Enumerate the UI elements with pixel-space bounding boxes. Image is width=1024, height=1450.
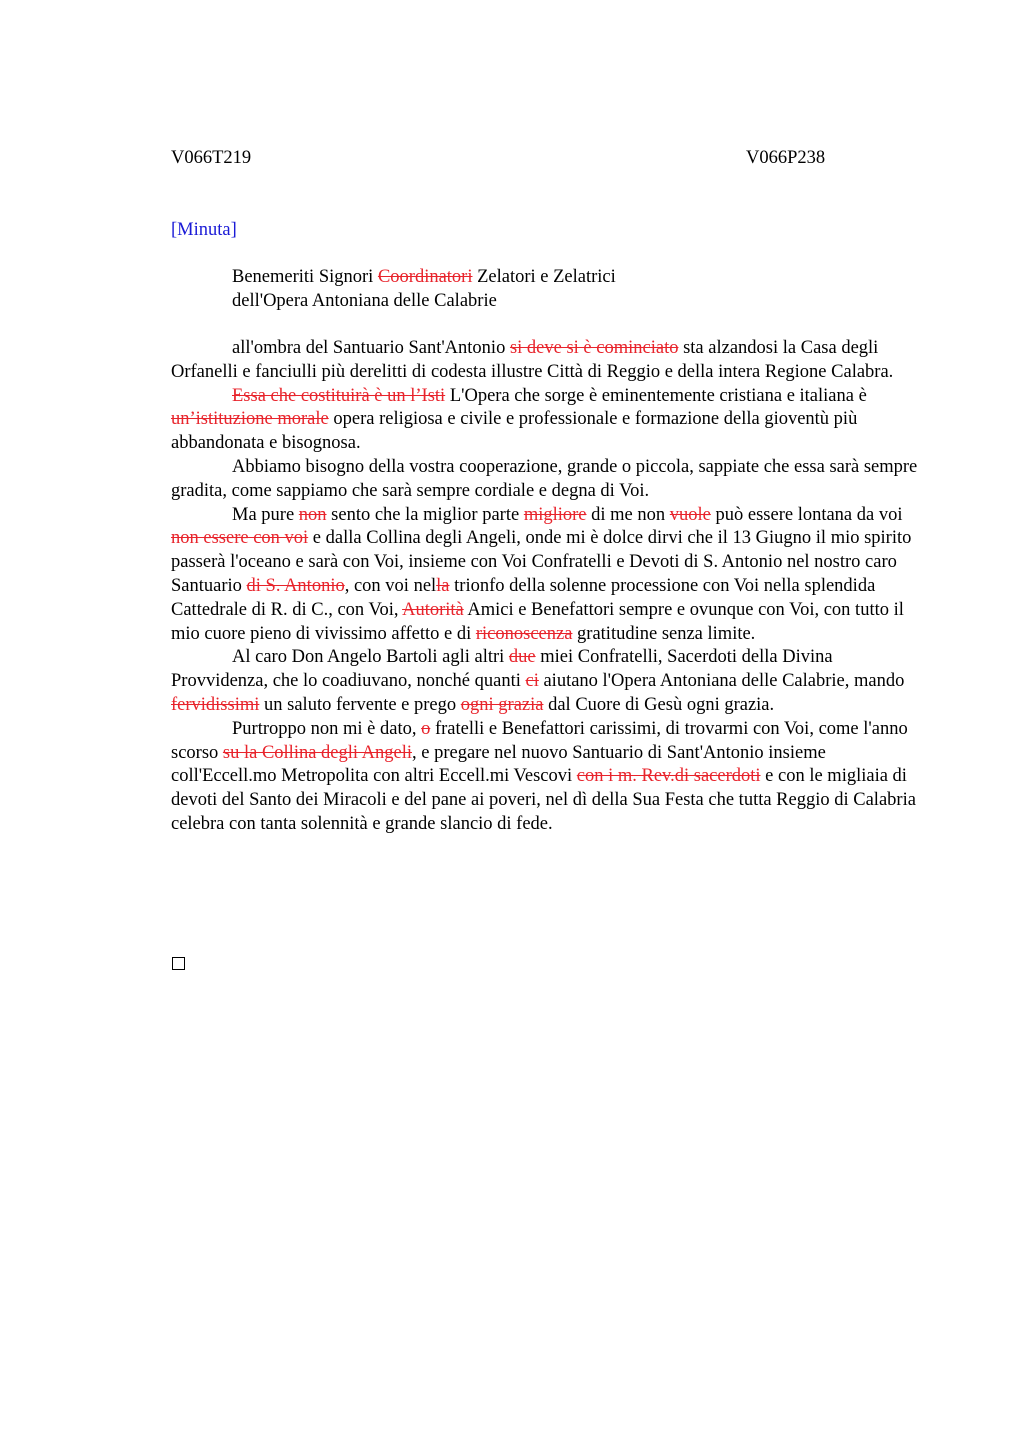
- text-run: un saluto fervente e prego: [259, 694, 461, 715]
- salutation-line-2: dell'Opera Antoniana delle Calabrie: [232, 291, 497, 311]
- deleted-text: ci: [525, 671, 539, 692]
- text-run: aiutano l'Opera Antoniana delle Calabrie, mando: [538, 671, 905, 692]
- deleted-text: con i m. Rev.di sacerdoti: [576, 766, 761, 787]
- deleted-text: Coordinatori: [377, 267, 473, 287]
- text-run: , e pregare nel nuovo Santuario di Sant'Antonio insieme coll'Eccell.mo Metropolita con altri Eccell.mi Vescovi: [171, 742, 826, 787]
- paragraph-1: [171, 337, 931, 385]
- paragraph-2: [171, 385, 931, 456]
- text-run: di me non: [586, 504, 670, 525]
- document-code-right: V066P238: [746, 148, 826, 168]
- deleted-text: non: [298, 504, 327, 525]
- deleted-text: di S. Antonio: [246, 575, 345, 596]
- paragraph-4: [171, 504, 931, 647]
- deleted-text: Autorità: [402, 599, 464, 620]
- deleted-text: la: [436, 575, 450, 596]
- deleted-text: un’istituzione morale: [171, 409, 329, 430]
- deleted-text: ogni grazia: [460, 694, 544, 715]
- document-code-left: V066T219: [171, 148, 252, 168]
- paragraph-5: [171, 646, 931, 717]
- deleted-text: non essere con voi: [171, 528, 309, 549]
- text-run: Purtroppo non mi è dato,: [232, 718, 422, 739]
- text-run: e con le migliaia di devoti del Santo dei Miracoli e del pane ai poveri, nel dì della Sua Festa che tutta Reggio di Calabria celebra con tanta solennità e grande slancio di fede.: [171, 766, 916, 834]
- text-run: sta alzandosi la Casa degli Orfanelli e fanciulli più derelitti di codesta illustre Città di Reggio e della intera Regione Calabra.: [171, 338, 894, 382]
- text-run: e dalla Collina degli Angeli, onde mi è dolce dirvi che il 13 Giugno il mio spirito passerà l'oceano e sarà con Voi, insieme con Voi Confratelli e Devoti di S. Antonio nel nostro caro Santuario: [171, 528, 912, 596]
- text-run: opera religiosa e civile e professionale e formazione della gioventù più abbandonata e bisognosa.: [171, 409, 858, 454]
- empty-checkbox-symbol: [172, 957, 185, 970]
- deleted-text: su la Collina degli Angeli: [222, 742, 412, 763]
- text-run: L'Opera che sorge è eminentemente cristiana e italiana è: [445, 385, 867, 406]
- letter-body: [171, 337, 931, 837]
- paragraph-3: [171, 456, 931, 504]
- text-run: Ma pure: [232, 504, 299, 525]
- salutation-text: Zelatori e Zelatrici: [472, 267, 616, 287]
- salutation-text: Benemeriti Signori: [232, 267, 378, 287]
- deleted-text: Essa che costituirà è un l’Isti: [232, 385, 446, 406]
- text-run: dal Cuore di Gesù ogni grazia.: [543, 694, 775, 715]
- text-run: sento che la miglior parte: [326, 504, 524, 525]
- deleted-text: o: [421, 718, 431, 739]
- deleted-text: vuole: [669, 504, 711, 525]
- deleted-text: due: [508, 647, 536, 668]
- text-run: all'ombra del Santuario Sant'Antonio: [232, 338, 510, 358]
- deleted-text: fervidissimi: [171, 694, 260, 715]
- text-run: Amici e Benefattori sempre e ovunque con Voi, con tutto il mio cuore pieno di vivissimo affetto e di: [171, 599, 904, 644]
- document-page: [171, 0, 931, 1450]
- text-run: Abbiamo bisogno della vostra cooperazione, grande o piccola, sappiate che essa sarà sempre gradita, come sappiamo che sarà sempre cordiale e degna di Voi.: [171, 456, 918, 501]
- deleted-text: riconoscenza: [475, 623, 573, 644]
- text-run: miei Confratelli, Sacerdoti della Divina Provvidenza, che lo coadiuvano, nonché quanti: [171, 647, 833, 692]
- salutation-line-1: [232, 265, 616, 289]
- salutation: [232, 265, 616, 313]
- minuta-label: [Minuta]: [171, 220, 237, 240]
- paragraph-6: [171, 718, 931, 837]
- deleted-text: migliore: [523, 504, 587, 525]
- text-run: Al caro Don Angelo Bartoli agli altri: [232, 647, 509, 668]
- text-run: trionfo della solenne processione con Voi nella splendida Cattedrale di R. di C., con Voi,: [171, 575, 876, 620]
- text-run: gratitudine senza limite.: [572, 623, 756, 644]
- text-run: fratelli e Benefattori carissimi, di trovarmi con Voi, come l'anno scorso: [171, 718, 908, 763]
- text-run: , con voi nel: [344, 575, 437, 596]
- text-run: può essere lontana da voi: [710, 504, 903, 525]
- deleted-text: si deve si è cominciato: [509, 338, 679, 358]
